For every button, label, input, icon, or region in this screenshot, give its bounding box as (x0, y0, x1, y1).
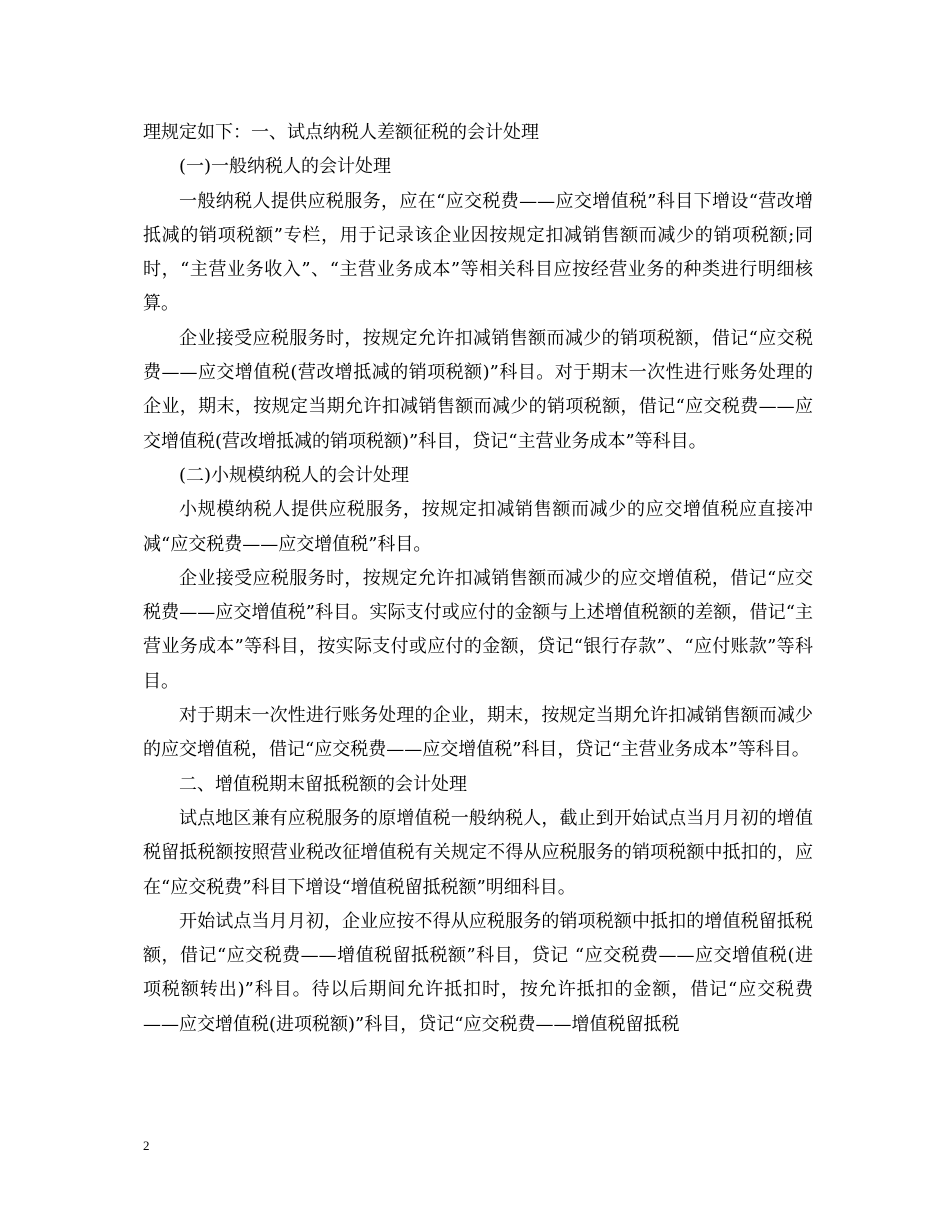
page-number: 2 (143, 1138, 150, 1153)
paragraph-9: 试点地区兼有应税服务的原增值税一般纳税人，截止到开始试点当月月初的增值税留抵税额按照营业税改征增值税有关规定不得从应税服务的销项税额中抵扣的，应在“应交税费”科目下增设“增值税留抵税额”明细科目。 (143, 807, 813, 898)
section-heading-small-scale-taxpayer: (二)小规模纳税人的会计处理 (179, 464, 410, 486)
section-heading-general-taxpayer: (一)一般纳税人的会计处理 (179, 156, 392, 178)
paragraph-7: 对于期末一次性进行账务处理的企业，期末，按规定当期允许扣减销售额而减少的应交增值税，借记“应交税费——应交增值税”科目，贷记“主营业务成本”等科目。 (143, 705, 813, 761)
paragraph-6: 企业接受应税服务时，按规定允许扣减销售额而减少的应交增值税，借记“应交税费——应交增值税”科目。实际支付或应付的金额与上述增值税额的差额，借记“主营业务成本”等科目，按实际支付或应付的金额，贷记“银行存款”、“应付账款”等科目。 (143, 567, 813, 692)
body-text (143, 116, 813, 1042)
section-heading-retained-tax: 二、增值税期末留抵税额的会计处理 (179, 773, 467, 795)
paragraph-2: 一般纳税人提供应税服务，应在“应交税费——应交增值税”科目下增设“营改增抵减的销项税额”专栏，用于记录该企业因按规定扣减销售额而减少的销项税额;同时，“主营业务收入”、“主营业务成本”等相关科目应按经营业务的种类进行明细核算。 (143, 190, 813, 315)
paragraph-3: 企业接受应税服务时，按规定允许扣减销售额而减少的销项税额，借记“应交税费——应交增值税(营改增抵减的销项税额)”科目。对于期末一次性进行账务处理的企业，期末，按规定当期允许扣减销售额而减少的销项税额，借记“应交税费——应交增值税(营改增抵减的销项税额)”科目，贷记“主营业务成本”等科目。 (143, 327, 813, 452)
paragraph-10: 开始试点当月月初，企业应按不得从应税服务的销项税额中抵扣的增值税留抵税额，借记“应交税费——增值税留抵税额”科目，贷记 “应交税费——应交增值税(进项税额转出)”科目。待以后期间允许抵扣时，按允许抵扣的金额，借记“应交税费——应交增值税(进项税额)”科目，贷记“应交税费——增值税留抵税 (143, 910, 813, 1035)
paragraph-0: 理规定如下：一、试点纳税人差额征税的会计处理 (143, 122, 539, 143)
paragraph-5: 小规模纳税人提供应税服务，按规定扣减销售额而减少的应交增值税应直接冲减“应交税费——应交增值税”科目。 (143, 499, 813, 555)
